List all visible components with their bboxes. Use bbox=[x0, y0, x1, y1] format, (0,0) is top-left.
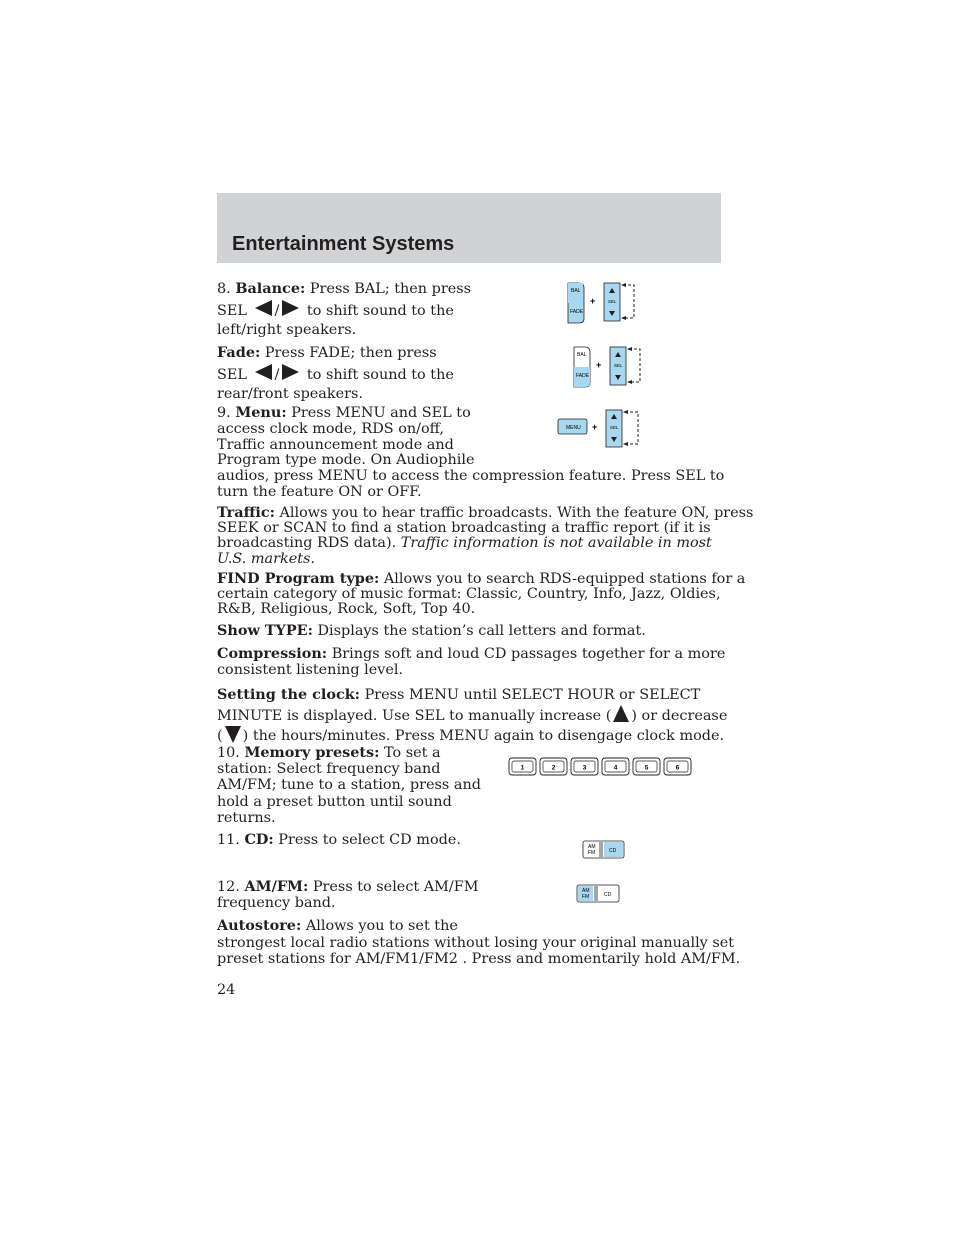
autostore-paragraph: Autostore: Allows you to set the strongest local radio stations without losing your original manually set preset stations for AM/FM1/FM2 . Press and momentarily hold AM/FM. bbox=[217, 917, 741, 967]
compression-label: Compression: bbox=[217, 645, 328, 662]
down-arrow-icon bbox=[225, 726, 241, 743]
cycle-arrow-icon bbox=[623, 410, 628, 446]
preset-label: 2 bbox=[551, 764, 556, 772]
amfm-paragraph: 12. AM/FM: Press to select AM/FM frequency band. bbox=[217, 878, 479, 911]
am-label: AM bbox=[582, 888, 590, 894]
left-arrow-icon bbox=[255, 300, 272, 316]
fade-label: FADE bbox=[576, 373, 590, 379]
plus-sign: + bbox=[592, 422, 598, 432]
fade-label: FADE bbox=[570, 309, 584, 315]
amfm-label: AM/FM: bbox=[244, 878, 309, 895]
cd-button-figure bbox=[582, 840, 626, 864]
left-arrow-icon bbox=[255, 364, 272, 380]
show-type-label: Show TYPE: bbox=[217, 622, 313, 639]
setting-clock-label: Setting the clock: bbox=[217, 686, 360, 703]
sel-label: SEL bbox=[610, 425, 619, 430]
bal-label: BAL bbox=[571, 288, 581, 294]
preset-label: 3 bbox=[582, 764, 587, 772]
cycle-arrow-icon bbox=[621, 283, 626, 320]
traffic-label: Traffic: bbox=[217, 504, 275, 521]
am-label: AM bbox=[588, 844, 596, 850]
balance-label: Balance: bbox=[235, 280, 306, 297]
cycle-bracket bbox=[623, 285, 634, 318]
plus-sign: + bbox=[596, 360, 602, 370]
memory-presets-paragraph: 10. Memory presets: To set a station: Select frequency band AM/FM; tune to a station, press and hold a preset button until sound returns. bbox=[217, 744, 481, 826]
section-title: Entertainment Systems bbox=[232, 233, 455, 255]
right-arrow-icon bbox=[282, 364, 299, 380]
find-program-type-paragraph: FIND Program type: Allows you to search RDS-equipped stations for a certain category of music format: Classic, Country, Info, Jazz, Oldies, R&B, Religious, Rock, Soft, Top 40. bbox=[217, 570, 746, 618]
autostore-label: Autostore: bbox=[217, 917, 302, 934]
memory-presets-label: Memory presets: bbox=[244, 744, 380, 761]
fade-controls-figure bbox=[572, 346, 646, 392]
page-number: 24 bbox=[217, 982, 236, 998]
cycle-bracket bbox=[625, 412, 638, 444]
cd-paragraph: 11. CD: Press to select CD mode. bbox=[217, 831, 461, 848]
preset-label: 1 bbox=[520, 764, 525, 772]
show-type-paragraph: Show TYPE: Displays the station’s call letters and format. bbox=[217, 622, 646, 639]
menu-label: MENU bbox=[566, 425, 581, 431]
cycle-arrow-icon bbox=[627, 347, 632, 384]
find-program-type-label: FIND Program type: bbox=[217, 570, 380, 587]
preset-buttons-figure bbox=[507, 757, 693, 781]
fm-label: FM bbox=[582, 894, 590, 900]
menu-paragraph: 9. Menu: Press MENU and SEL to access clock mode, RDS on/off, Traffic announcement mode and Program type mode. On Audiophile audios, press MENU to access the compression feature. Press SEL to turn the feature ON or OFF. bbox=[217, 404, 725, 500]
bal-label: BAL bbox=[577, 352, 587, 358]
preset-label: 5 bbox=[644, 764, 649, 772]
sel-label: SEL bbox=[614, 363, 623, 368]
section-header-bar bbox=[217, 193, 721, 263]
menu-controls-figure bbox=[556, 408, 644, 454]
cd-label: CD bbox=[604, 892, 612, 898]
fade-paragraph: Fade: Press FADE; then press SEL / to shift sound to the rear/front speakers. bbox=[217, 344, 454, 402]
sel-label: SEL bbox=[608, 299, 617, 304]
fade-label: Fade: bbox=[217, 344, 261, 361]
balance-paragraph: 8. Balance: Press BAL; then press SEL / to shift sound to the left/right speakers. bbox=[217, 280, 472, 338]
cd-label: CD: bbox=[244, 831, 274, 848]
balance-controls-figure bbox=[566, 282, 640, 328]
cd-label: CD bbox=[609, 848, 617, 854]
amfm-button-figure bbox=[576, 884, 622, 908]
preset-label: 4 bbox=[613, 764, 618, 772]
setting-clock-paragraph: Setting the clock: Press MENU until SELECT HOUR or SELECT MINUTE is displayed. Use SEL to manually increase ( ) or decrease ( ) the hours/minutes. Press MENU again to disengage clock mode. bbox=[217, 686, 728, 744]
plus-sign: + bbox=[590, 296, 596, 306]
right-arrow-icon bbox=[282, 300, 299, 316]
compression-paragraph: Compression: Brings soft and loud CD passages together for a more consistent listening level. bbox=[217, 645, 726, 678]
fm-label: FM bbox=[588, 850, 596, 856]
preset-label: 6 bbox=[675, 764, 680, 772]
traffic-paragraph: Traffic: Allows you to hear traffic broadcasts. With the feature ON, press SEEK or SCAN to find a station broadcasting a traffic report (if it is broadcasting RDS data). Traffic information is not available in most U.S. markets. bbox=[217, 504, 754, 567]
preset-buttons bbox=[509, 758, 691, 775]
cycle-bracket bbox=[629, 349, 640, 382]
up-arrow-icon bbox=[613, 705, 629, 722]
menu-label: Menu: bbox=[235, 404, 287, 421]
